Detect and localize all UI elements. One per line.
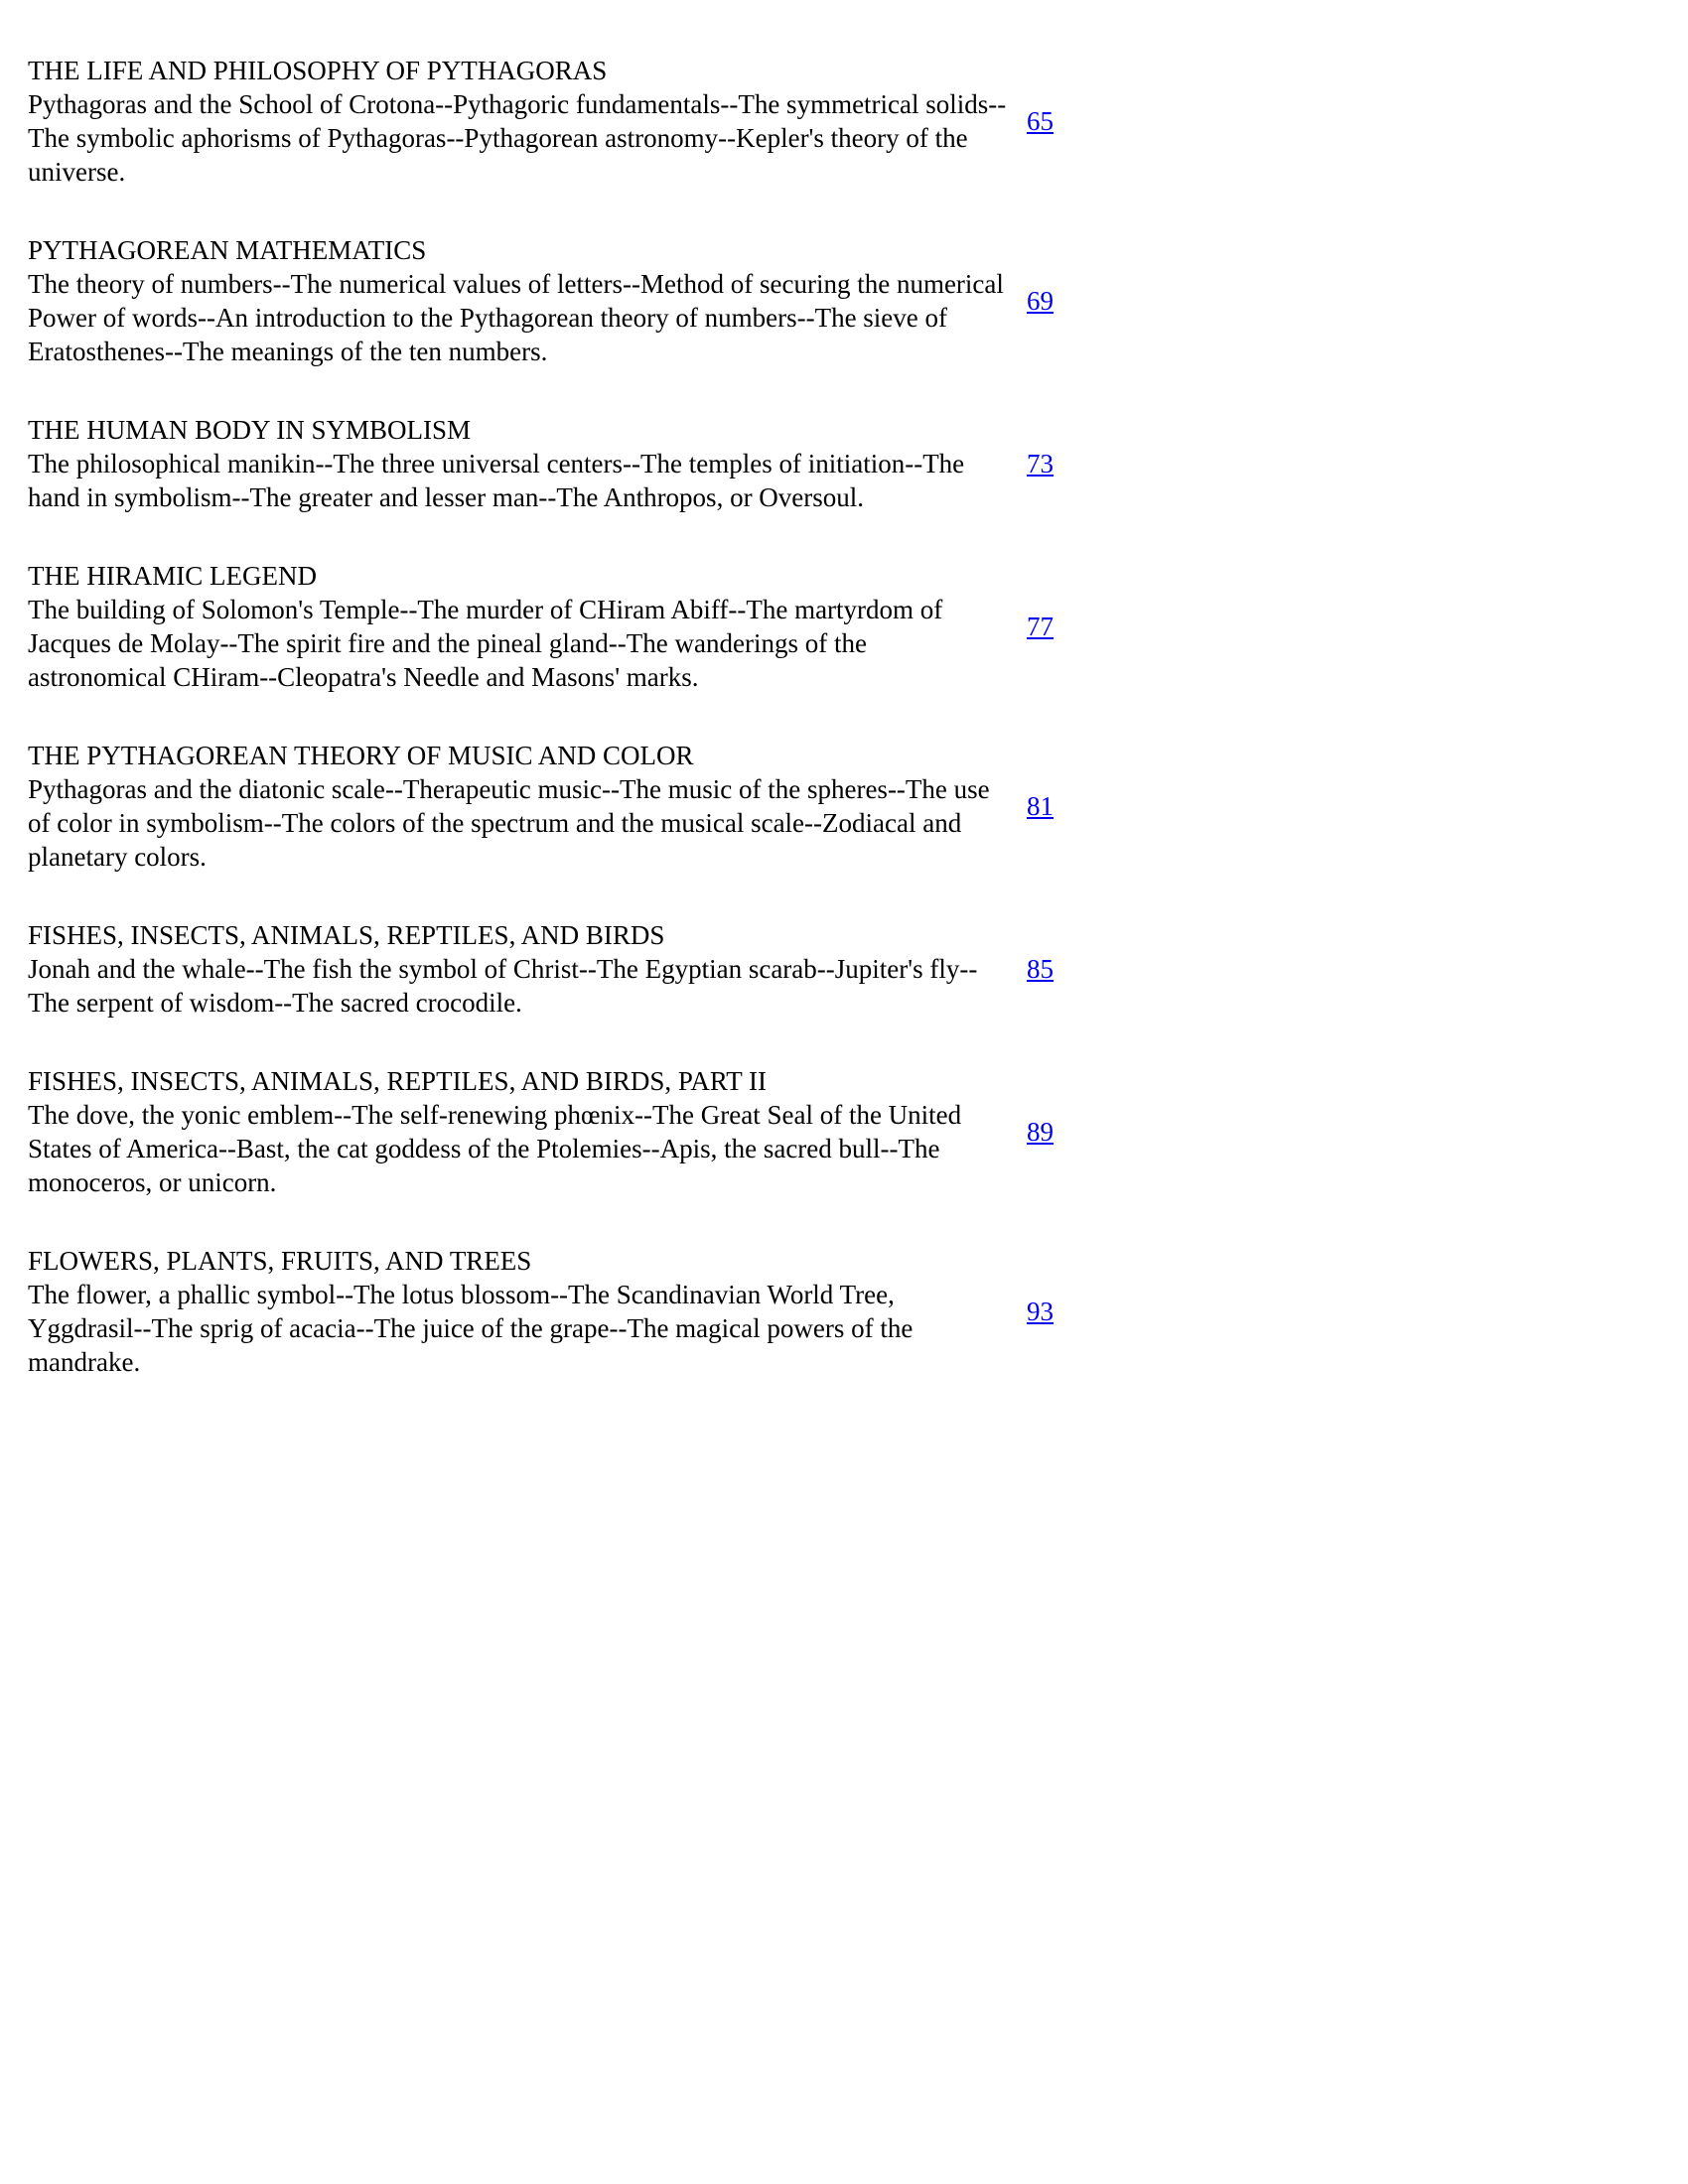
toc-entry bbox=[28, 233, 1688, 368]
chapter-description: Pythagoras and the diatonic scale--Therapeutic music--The music of the spheres--The use of color in symbolism--The colors of the spectrum and the musical scale--Zodiacal and planetary colors. bbox=[28, 774, 990, 872]
page-number-link[interactable]: 85 bbox=[1027, 954, 1054, 984]
toc-entry bbox=[28, 559, 1688, 694]
page-number-link[interactable]: 81 bbox=[1027, 791, 1054, 821]
chapter-title: THE PYTHAGOREAN THEORY OF MUSIC AND COLOR bbox=[28, 741, 694, 770]
page-number-link[interactable]: 69 bbox=[1027, 286, 1054, 316]
page-number-cell bbox=[1027, 610, 1096, 643]
chapter-title: THE HUMAN BODY IN SYMBOLISM bbox=[28, 415, 472, 445]
page-number-cell bbox=[1027, 789, 1096, 823]
chapter-description: The dove, the yonic emblem--The self-renewing phœnix--The Great Seal of the United States of America--Bast, the cat goddess of the Ptolemies--Apis, the sacred bull--The monoceros, or unicorn. bbox=[28, 1100, 962, 1197]
toc-entry bbox=[28, 1064, 1688, 1199]
toc-entry bbox=[28, 413, 1688, 514]
page-number-link[interactable]: 65 bbox=[1027, 106, 1054, 136]
chapter-title: PYTHAGOREAN MATHEMATICS bbox=[28, 235, 427, 265]
chapter-description: Jonah and the whale--The fish the symbol of Christ--The Egyptian scarab--Jupiter's fly--The serpent of wisdom--The sacred crocodile. bbox=[28, 954, 978, 1018]
page-number-cell bbox=[1027, 104, 1096, 138]
page-number-cell bbox=[1027, 952, 1096, 986]
page-number-link[interactable]: 77 bbox=[1027, 612, 1054, 641]
toc-entry bbox=[28, 918, 1688, 1020]
toc-entry-text bbox=[28, 918, 1011, 1020]
chapter-description: The flower, a phallic symbol--The lotus blossom--The Scandinavian World Tree, Yggdrasil--The sprig of acacia--The juice of the grape--The magical powers of the mandrake. bbox=[28, 1280, 914, 1377]
chapter-title: FISHES, INSECTS, ANIMALS, REPTILES, AND BIRDS, PART II bbox=[28, 1066, 768, 1096]
page-number-cell bbox=[1027, 1295, 1096, 1328]
chapter-title: THE HIRAMIC LEGEND bbox=[28, 561, 317, 591]
chapter-title: FISHES, INSECTS, ANIMALS, REPTILES, AND BIRDS bbox=[28, 920, 665, 950]
page-number-cell bbox=[1027, 1115, 1096, 1149]
toc-entry-text bbox=[28, 1064, 1011, 1199]
page-number-link[interactable]: 73 bbox=[1027, 449, 1054, 478]
page-number-cell bbox=[1027, 447, 1096, 480]
toc-entry bbox=[28, 739, 1688, 874]
page-number-link[interactable]: 93 bbox=[1027, 1297, 1054, 1326]
toc-entry-text bbox=[28, 413, 1011, 514]
chapter-description: The philosophical manikin--The three universal centers--The temples of initiation--The hand in symbolism--The greater and lesser man--The Anthropos, or Oversoul. bbox=[28, 449, 965, 512]
chapter-description: The building of Solomon's Temple--The murder of CHiram Abiff--The martyrdom of Jacques de Molay--The spirit fire and the pineal gland--The wanderings of the astronomical CHiram--Cleopatra's Needle and Masons' marks. bbox=[28, 595, 943, 692]
page-number-link[interactable]: 89 bbox=[1027, 1117, 1054, 1147]
chapter-title: FLOWERS, PLANTS, FRUITS, AND TREES bbox=[28, 1246, 532, 1276]
toc-entry-text bbox=[28, 1244, 1011, 1379]
chapter-title: THE LIFE AND PHILOSOPHY OF PYTHAGORAS bbox=[28, 56, 608, 85]
page-number-cell bbox=[1027, 284, 1096, 318]
toc-entry-text bbox=[28, 559, 1011, 694]
toc-entry-text bbox=[28, 233, 1011, 368]
chapter-description: The theory of numbers--The numerical values of letters--Method of securing the numerical Power of words--An introduction to the Pythagorean theory of numbers--The sieve of Eratosthenes--The meanings of the ten numbers. bbox=[28, 269, 1004, 366]
chapter-description: Pythagoras and the School of Crotona--Pythagoric fundamentals--The symmetrical solids--The symbolic aphorisms of Pythagoras--Pythagorean astronomy--Kepler's theory of the universe. bbox=[28, 89, 1007, 187]
toc-entry bbox=[28, 54, 1688, 189]
toc-entry-text bbox=[28, 54, 1011, 189]
toc-entry-text bbox=[28, 739, 1011, 874]
toc-entry bbox=[28, 1244, 1688, 1379]
